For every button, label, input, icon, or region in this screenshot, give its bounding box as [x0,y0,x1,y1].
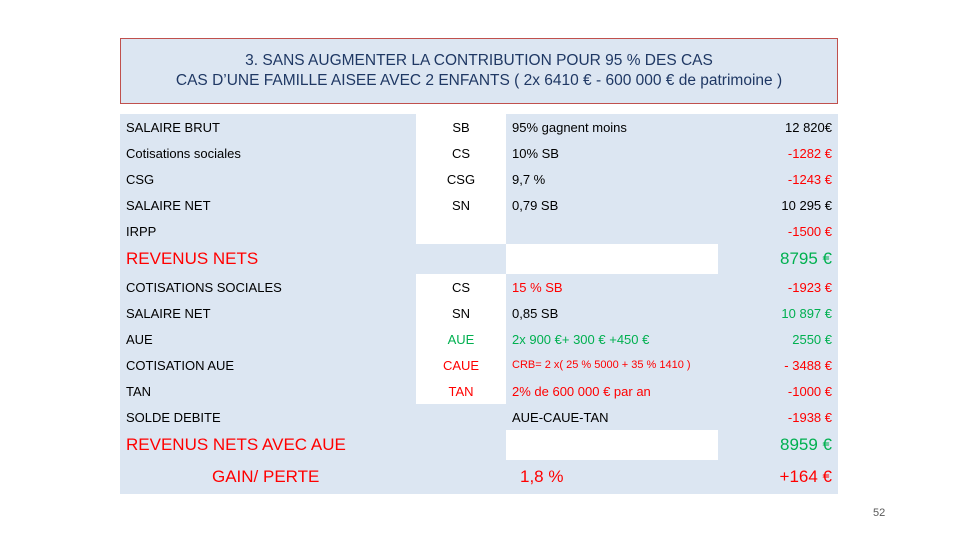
row-value: 10 897 € [718,300,838,326]
row-description: AUE-CAUE-TAN [506,404,718,430]
table-row [120,378,838,404]
row-value: - 3488 € [718,352,838,378]
row-label: CSG [120,166,416,192]
row-label: COTISATION AUE [120,352,416,378]
row-code [416,430,506,460]
row-label: REVENUS NETS AVEC AUE [120,430,416,460]
page-number: 52 [873,507,886,519]
row-description [506,244,718,274]
row-value: 8795 € [718,244,838,274]
row-value: 10 295 € [718,192,838,218]
row-value: +164 € [718,460,838,494]
row-description: 0,85 SB [506,300,718,326]
table-row [120,430,838,460]
row-code: SB [416,114,506,140]
row-label: TAN [120,378,416,404]
row-label: COTISATIONS SOCIALES [120,274,416,300]
table-row [120,192,838,218]
row-value: 2550 € [718,326,838,352]
table-row [120,352,838,378]
table-row [120,326,838,352]
table-row [120,274,838,300]
row-code: TAN [416,378,506,404]
table-row [120,244,838,274]
row-label: AUE [120,326,416,352]
row-label: IRPP [120,218,416,244]
row-code: SN [416,192,506,218]
row-code [416,218,506,244]
row-code: SN [416,300,506,326]
table-row [120,114,838,140]
row-description: 10% SB [506,140,718,166]
row-label: SALAIRE BRUT [120,114,416,140]
row-code: AUE [416,326,506,352]
table-row [120,460,838,494]
row-code: CSG [416,166,506,192]
row-description: 0,79 SB [506,192,718,218]
row-code [416,244,506,274]
slide-title-line-2: CAS D’UNE FAMILLE AISEE AVEC 2 ENFANTS ( 2x 6410 € - 600 000 € de patrimoine ) [175,72,783,89]
row-label: SALAIRE NET [120,300,416,326]
row-label: Cotisations sociales [120,140,416,166]
slide-title-box [120,38,838,104]
table-row [120,404,838,430]
table-row [120,140,838,166]
row-description: 9,7 % [506,166,718,192]
row-value: -1000 € [718,378,838,404]
row-label: SOLDE DEBITE [120,404,416,430]
table-row [120,218,838,244]
table-row [120,166,838,192]
row-code: CS [416,140,506,166]
row-description [506,430,718,460]
row-label: GAIN/ PERTE [120,460,416,494]
row-value: -1500 € [718,218,838,244]
row-value: 12 820€ [718,114,838,140]
row-description: 2x 900 €+ 300 € +450 € [506,326,718,352]
row-value: -1282 € [718,140,838,166]
row-value: -1243 € [718,166,838,192]
row-description: 15 % SB [506,274,718,300]
slide-title-line-1: 3. SANS AUGMENTER LA CONTRIBUTION POUR 95 % DES CAS [245,52,713,69]
row-value: 8959 € [718,430,838,460]
row-description: 95% gagnent moins [506,114,718,140]
row-code: CAUE [416,352,506,378]
row-label: SALAIRE NET [120,192,416,218]
row-code: CS [416,274,506,300]
table-row [120,300,838,326]
revenue-table [120,114,838,494]
row-value: -1938 € [718,404,838,430]
row-description [506,218,718,244]
row-description: 2% de 600 000 € par an [506,378,718,404]
row-code [416,460,506,494]
row-description: 1,8 % [506,460,718,494]
row-label: REVENUS NETS [120,244,416,274]
row-value: -1923 € [718,274,838,300]
row-code [416,404,506,430]
row-description: CRB= 2 x( 25 % 5000 + 35 % 1410 ) [506,352,718,378]
